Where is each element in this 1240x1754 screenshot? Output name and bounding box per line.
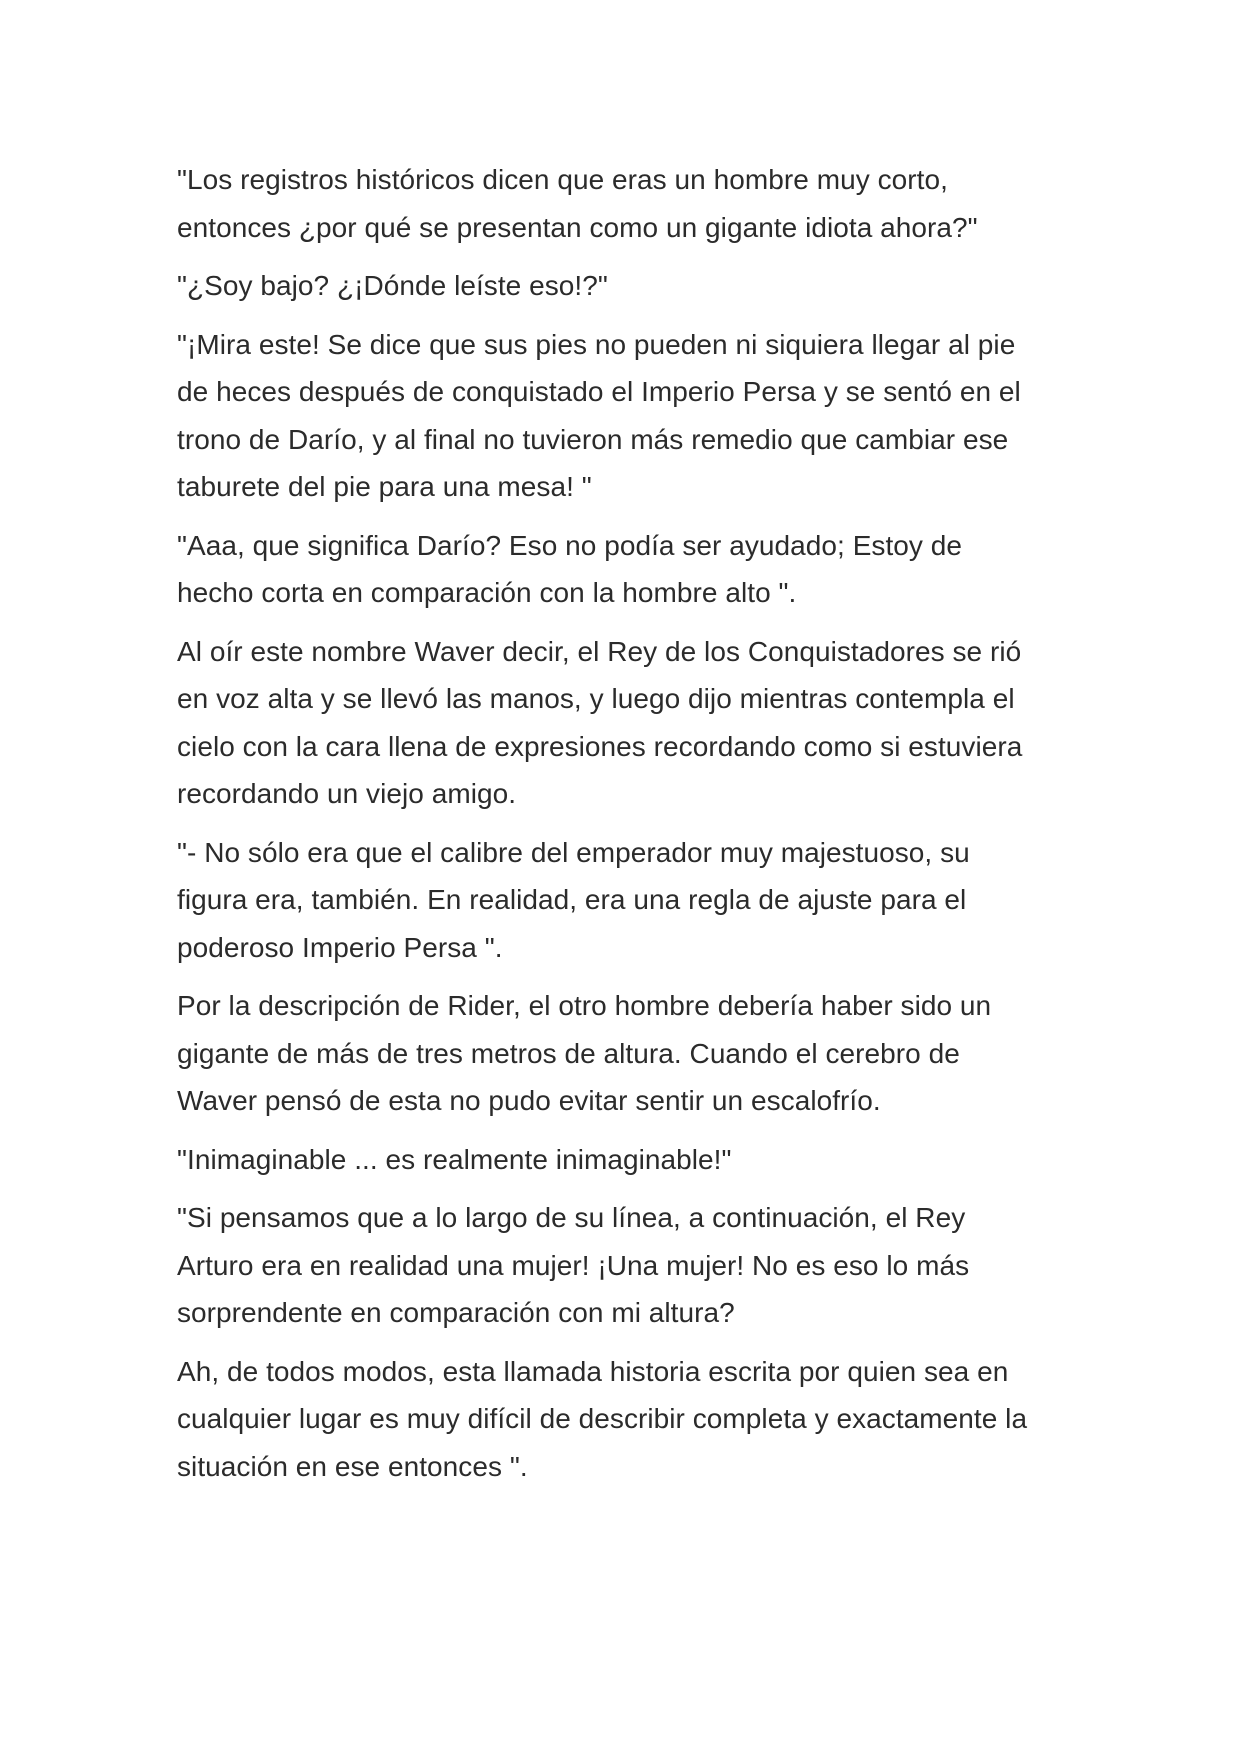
paragraph — [177, 156, 1077, 251]
paragraph — [177, 829, 1077, 972]
paragraph — [177, 628, 1077, 818]
text-line: Arturo era en realidad una mujer! ¡Una mujer! No es eso lo más — [177, 1249, 970, 1281]
text-line: "- No sólo era que el calibre del emperador muy majestuoso, su — [177, 836, 970, 868]
text-line: Por la descripción de Rider, el otro hombre debería haber sido un — [177, 990, 992, 1021]
text-line: cielo con la cara llena de expresiones recordando como si estuviera — [177, 730, 1023, 762]
text-line: Al oír este nombre Waver decir, el Rey de los Conquistadores se rió — [177, 635, 1022, 667]
document-body — [177, 156, 1077, 1501]
text-line: Ah, de todos modos, esta llamada historia escrita por quien sea en — [177, 1355, 1009, 1387]
text-line: "Si pensamos que a lo largo de su línea, a continuación, el Rey — [177, 1202, 966, 1233]
text-line: Waver pensó de esta no pudo evitar sentir un escalofrío. — [177, 1085, 881, 1116]
text-line: de heces después de conquistado el Imperio Persa y se sentó en el — [177, 376, 1021, 407]
text-line: "¡Mira este! Se dice que sus pies no pueden ni siquiera llegar al pie — [177, 328, 1016, 360]
paragraph — [177, 522, 1077, 617]
paragraph — [177, 1136, 1077, 1184]
text-line: en voz alta y se llevó las manos, y luego dijo mientras contempla el — [177, 683, 1015, 714]
paragraph — [177, 982, 1077, 1125]
text-line: hecho corta en comparación con la hombre alto ". — [177, 577, 797, 608]
text-line: "Inimaginable ... es realmente inimaginable!" — [177, 1143, 732, 1175]
text-line: poderoso Imperio Persa ". — [177, 931, 503, 963]
text-line: trono de Darío, y al final no tuvieron más remedio que cambiar ese — [177, 423, 1009, 455]
paragraph — [177, 1194, 1077, 1337]
paragraph — [177, 321, 1077, 511]
text-line: situación en ese entonces ". — [177, 1450, 528, 1482]
text-line: taburete del pie para una mesa! " — [177, 471, 592, 502]
text-line: "¿Soy bajo? ¿¡Dónde leíste eso!?" — [177, 270, 608, 301]
text-line: gigante de más de tres metros de altura. Cuando el cerebro de — [177, 1037, 960, 1069]
paragraph — [177, 1348, 1077, 1491]
text-line: cualquier lugar es muy difícil de describir completa y exactamente la — [177, 1403, 1028, 1434]
text-line: figura era, también. En realidad, era una regla de ajuste para el — [177, 884, 967, 915]
text-line: entonces ¿por qué se presentan como un gigante idiota ahora?" — [177, 211, 978, 243]
text-line: "Aaa, que significa Darío? Eso no podía ser ayudado; Estoy de — [177, 529, 963, 561]
text-line: recordando un viejo amigo. — [177, 778, 517, 809]
text-line: "Los registros históricos dicen que eras un hombre muy corto, — [177, 164, 948, 195]
paragraph — [177, 262, 1077, 310]
text-line: sorprendente en comparación con mi altura? — [177, 1297, 735, 1328]
